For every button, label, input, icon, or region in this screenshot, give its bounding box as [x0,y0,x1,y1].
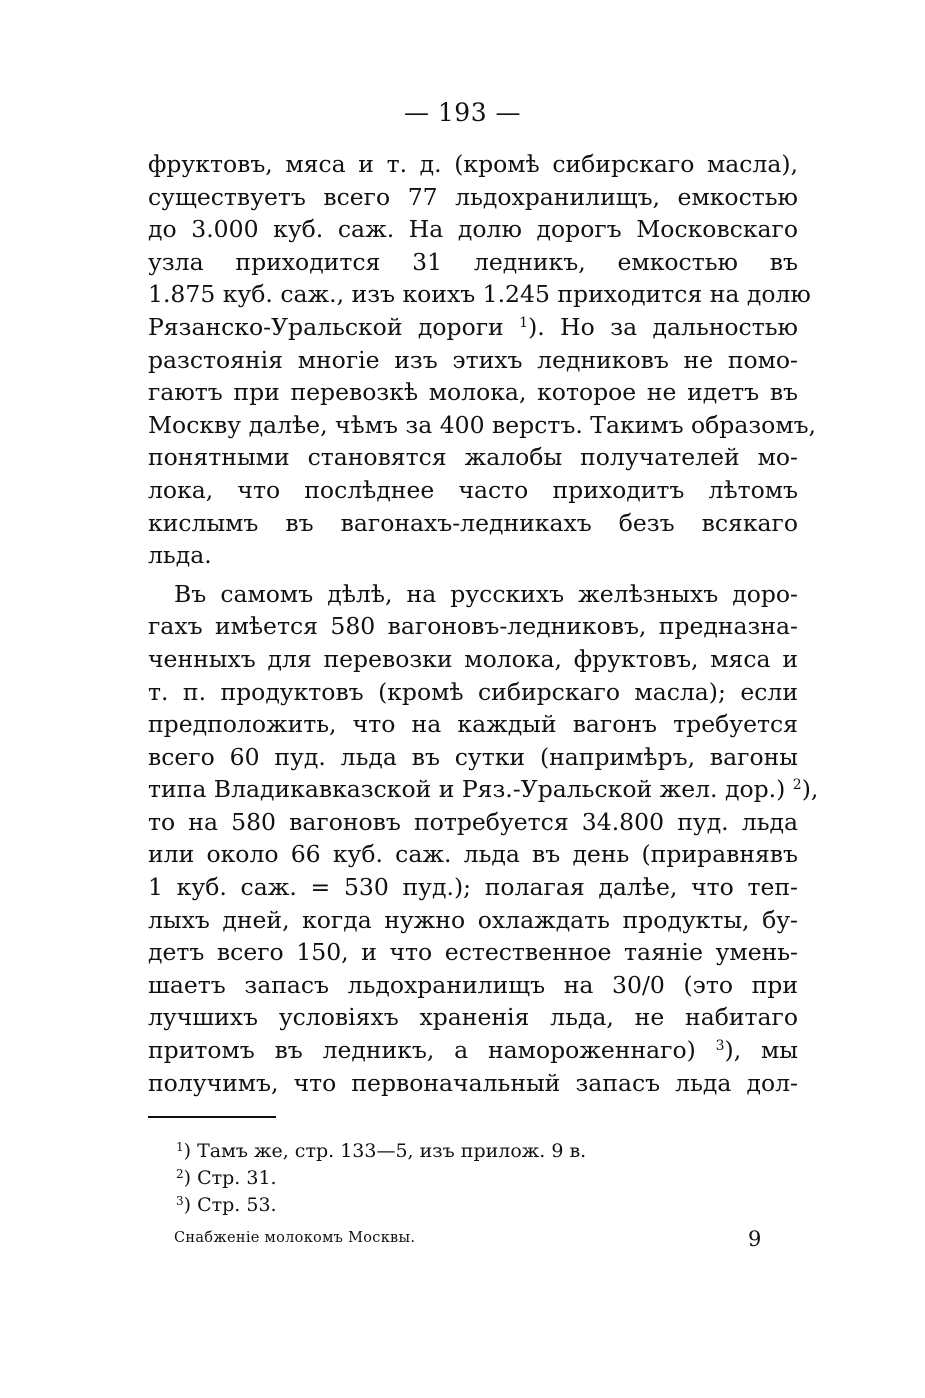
text-line: разстоянія многіе изъ этихъ ледниковъ не помо- [148,345,798,374]
text-fragment: ), [801,775,819,804]
text-line: существуетъ всего 77 льдохранилищъ, емкостью [148,182,798,211]
signature-mark: Снабженіе молокомъ Москвы. [174,1230,416,1246]
text-line: лучшихъ условіяхъ храненія льда, не набитаго [148,1003,798,1032]
footnote [176,1165,796,1192]
footnote-text: ) Тамъ же, стр. 133—5, изъ прилож. 9 в. [183,1140,587,1162]
sheet-number: 9 [748,1227,762,1251]
text-line: льда. [148,541,212,570]
footnote-number: 2 [176,1167,184,1181]
text-line [148,773,819,806]
footnote-divider [148,1116,276,1118]
text-fragment: типа Владикавказской и Ряз.-Уральской жел. дор.) [148,775,786,804]
text-line: всего 60 пуд. льда въ сутки (напримѣръ, вагоны [148,742,798,771]
text-fragment: Рязанско-Уральской дороги [148,312,504,341]
page-number: — 193 — [403,98,522,127]
text-fragment: ). Но за дальностью [528,312,798,341]
text-fragment: шаетъ запасъ льдохранилищъ на 30 [148,970,642,999]
text-line: 1 куб. саж. = 530 пуд.); полагая далѣе, что теп- [148,873,798,902]
text-line: ченныхъ для перевозки молока, фруктовъ, мяса и [148,644,798,673]
text-line: предположить, что на каждый вагонъ требуется [148,710,798,739]
text-line: кислымъ въ вагонахъ-ледникахъ безъ всякаго [148,508,798,537]
text-line [148,969,798,1002]
text-line [148,1034,798,1067]
text-line: понятными становятся жалобы получателей мо- [148,443,798,472]
text-line: детъ всего 150, и что естественное таяніе умень- [148,938,798,967]
footnote-ref: 1 [519,314,529,331]
text-line: получимъ, что первоначальный запасъ льда дол- [148,1068,798,1097]
text-line: то на 580 вагоновъ потребуется 34.800 пуд. льда [148,807,798,836]
footnote-number: 3 [176,1194,184,1208]
footnote-text: ) Стр. 53. [183,1194,277,1216]
text-line: узла приходится 31 ледникъ, емкостью въ [148,247,798,276]
text-line: до 3.000 куб. саж. На долю дорогъ Московскаго [148,215,798,244]
main-text [148,148,819,1099]
footnote-text: ) Стр. 31. [183,1167,277,1189]
text-line: фруктовъ, мяса и т. д. (кромѣ сибирскаго масла), [148,150,798,178]
footnote [176,1138,796,1165]
text-line: или около 66 куб. саж. льда въ день (приравнявъ [148,840,798,869]
footnotes [176,1138,796,1219]
text-line: Въ самомъ дѣлѣ, на русскихъ желѣзныхъ доро- [174,579,798,608]
text-line: гахъ имѣется 580 вагоновъ-ледниковъ, предназна- [148,612,798,641]
text-line: лока, что послѣднее часто приходитъ лѣтомъ [148,475,798,504]
text-fragment: притомъ въ ледникъ, а намороженнаго) [148,1036,696,1065]
footnote-ref: 3 [715,1038,725,1055]
text-line: гаютъ при перевозкѣ молока, которое не идетъ въ [148,378,798,407]
percent-fragment: /0 (это при [641,970,799,999]
footnote [176,1192,796,1219]
footnote-ref: 2 [792,777,802,794]
text-fragment: ), мы [724,1036,798,1065]
text-line: 1.875 куб. саж., изъ коихъ 1.245 приходится на долю [148,280,811,309]
text-line: лыхъ дней, когда нужно охлаждать продукты, бу- [148,905,798,934]
text-line [148,311,798,344]
text-line: т. п. продуктовъ (кромѣ сибирскаго масла); если [148,677,798,706]
footnote-number: 1 [176,1140,184,1154]
text-line: Москву далѣе, чѣмъ за 400 верстъ. Такимъ образомъ, [148,410,817,439]
